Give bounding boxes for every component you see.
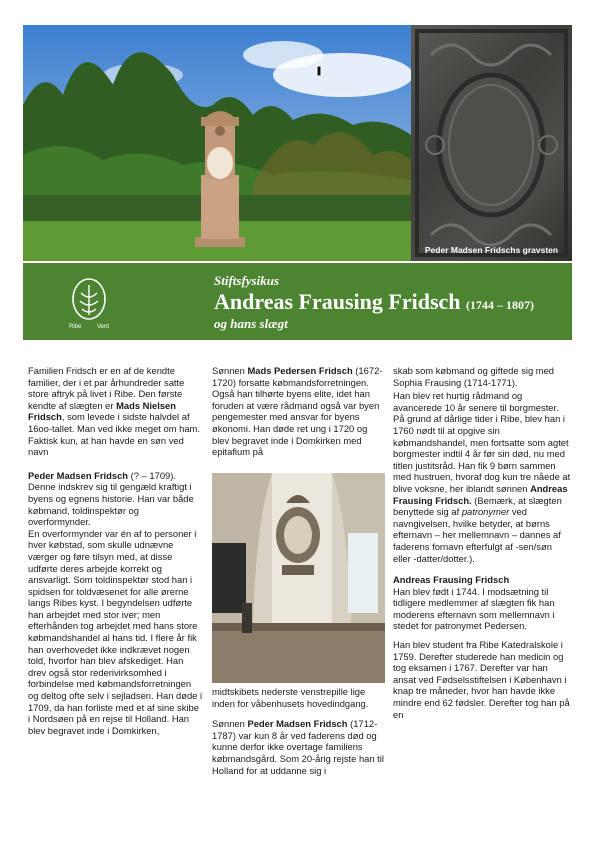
column-2 bbox=[212, 365, 387, 465]
photo-caption: Peder Madsen Fridschs gravsten bbox=[424, 245, 559, 255]
title-banner bbox=[23, 263, 572, 340]
paragraph: Han blev ret hurtig rådmand og avancerede 10 år senere til borgmester. På grund af dårlige tider i Ribe, blev han i 1760 nødt til at opgive sin købmandshandel, men fortsatte som agtet borgmester indtil 4 år før sin død, nu med titlen justitsråd. Han fik 9 børn sammen med hustruen, hvoraf dog kun tre nåede at blive voksne, her iblandt sønnen Andreas Frausing Fridsch. (Bemærk, at slægten benyttede sig af patronymer ved navngivelsen, hvilke betyder, at børns efternavn – her mellemnavn – dannes af faderens fornavn efterfulgt af -sen/søn eller -datter/dotter.). bbox=[393, 390, 571, 564]
title-years: (1744 – 1807) bbox=[466, 298, 535, 312]
paragraph: Sønnen Mads Pedersen Fridsch (1672-1720) forsatte købmandsforretningen. Også han tilhørte byens elite, idet han foruden at være rådmand også var byen pengemester med ansvar for byens økonomi. Han døde ret ung i 1720 og blev begravet inde i Domkirken med epitafium på bbox=[212, 365, 383, 458]
memorial-photo bbox=[23, 25, 411, 261]
paragraph: Han blev student fra Ribe Katedralskole i 1759. Derefter studerede han medicin og tog eksamen i 1767. Derefter var han ansat ved Fødselsstiftelsen i København i knap tre måneder, hvor han havde ikke mindre end 62 fødsler. Derefter tog han på en bbox=[393, 639, 570, 720]
paragraph: En overformynder var én af to personer i hver købstad, som skulle udnævne værger og føre tilsyn med, at disse udførte deres arbejde korrekt og ansvarligt. Som toldinspektør stod han i spidsen for toldvæsenet for alle ørerne langs Ribes kyst. I begyndelsen udførte han arbejdet med stor iver; men efterhånden tog arbejdet med hans store købmandshandel al hans tid. I flere år fik han overhovedet ikke indkrævet nogen told, hvorfor han blev afskediget. Han drev også stor rederivirksomhed i forbindelse med købmandsforretningen og deltog ofte selv i sejladsen. Han døde i 1709, da han forliste med et af sine skibe i Nordsøen på en rejse til Holland. Han blev begravet inde i Domkirken, bbox=[28, 527, 203, 736]
page-subtitle: og hans slægt bbox=[214, 316, 288, 331]
ribe-logo-icon bbox=[65, 275, 113, 331]
column-2-continued bbox=[212, 686, 387, 783]
kicker: Stiftsfysikus bbox=[214, 273, 280, 288]
paragraph: skab som købmand og giftede sig med Sophia Frausing (1714-1771). bbox=[393, 365, 555, 388]
paragraph: Han blev født i 1744. I modsætning til tidligere medlemmer af slægten fik han moderens efternavn som mellemnavn i stedet for patronymet Pedersen. bbox=[393, 585, 555, 632]
paragraph: Peder Madsen Fridsch (? – 1709). Denne indskrev sig til gengæld kraftigt i byens og egnens historie. Han var både købmand, toldinspektør og overformynder. bbox=[28, 469, 194, 528]
title-name: Andreas Frausing Fridsch bbox=[214, 289, 461, 314]
page-title bbox=[214, 289, 534, 315]
section-heading: Andreas Frausing Fridsch bbox=[393, 574, 510, 586]
paragraph: Sønnen Peder Madsen Fridsch (1712-1787) var kun 8 år ved faderens død og kunne derfor ikke overtage familiens købmandsgård. Som 20-årig rejste han til Holland for at uddanne sig i bbox=[212, 718, 384, 776]
column-3 bbox=[393, 365, 571, 727]
svg-text:Vent: Vent bbox=[97, 324, 110, 330]
svg-text:Ribe: Ribe bbox=[69, 324, 82, 330]
paragraph: Familien Fridsch er en af de kendte familier, der i et par århundreder satte store aftryk på livet i Ribe. Den første kendte af slægten er Mads Nielsen Fridsch, som levede i sidste halvdel af 16oo-tallet. Man ved ikke meget om ham. Faktisk kun, at han havde en søn ved navn bbox=[28, 365, 200, 458]
church-interior-photo bbox=[212, 473, 385, 683]
paragraph: midtskibets nederste venstrepille lige inden for våbenhusets hovedindgang. bbox=[212, 686, 369, 709]
gravestone-photo bbox=[411, 25, 572, 261]
column-1 bbox=[28, 365, 203, 743]
